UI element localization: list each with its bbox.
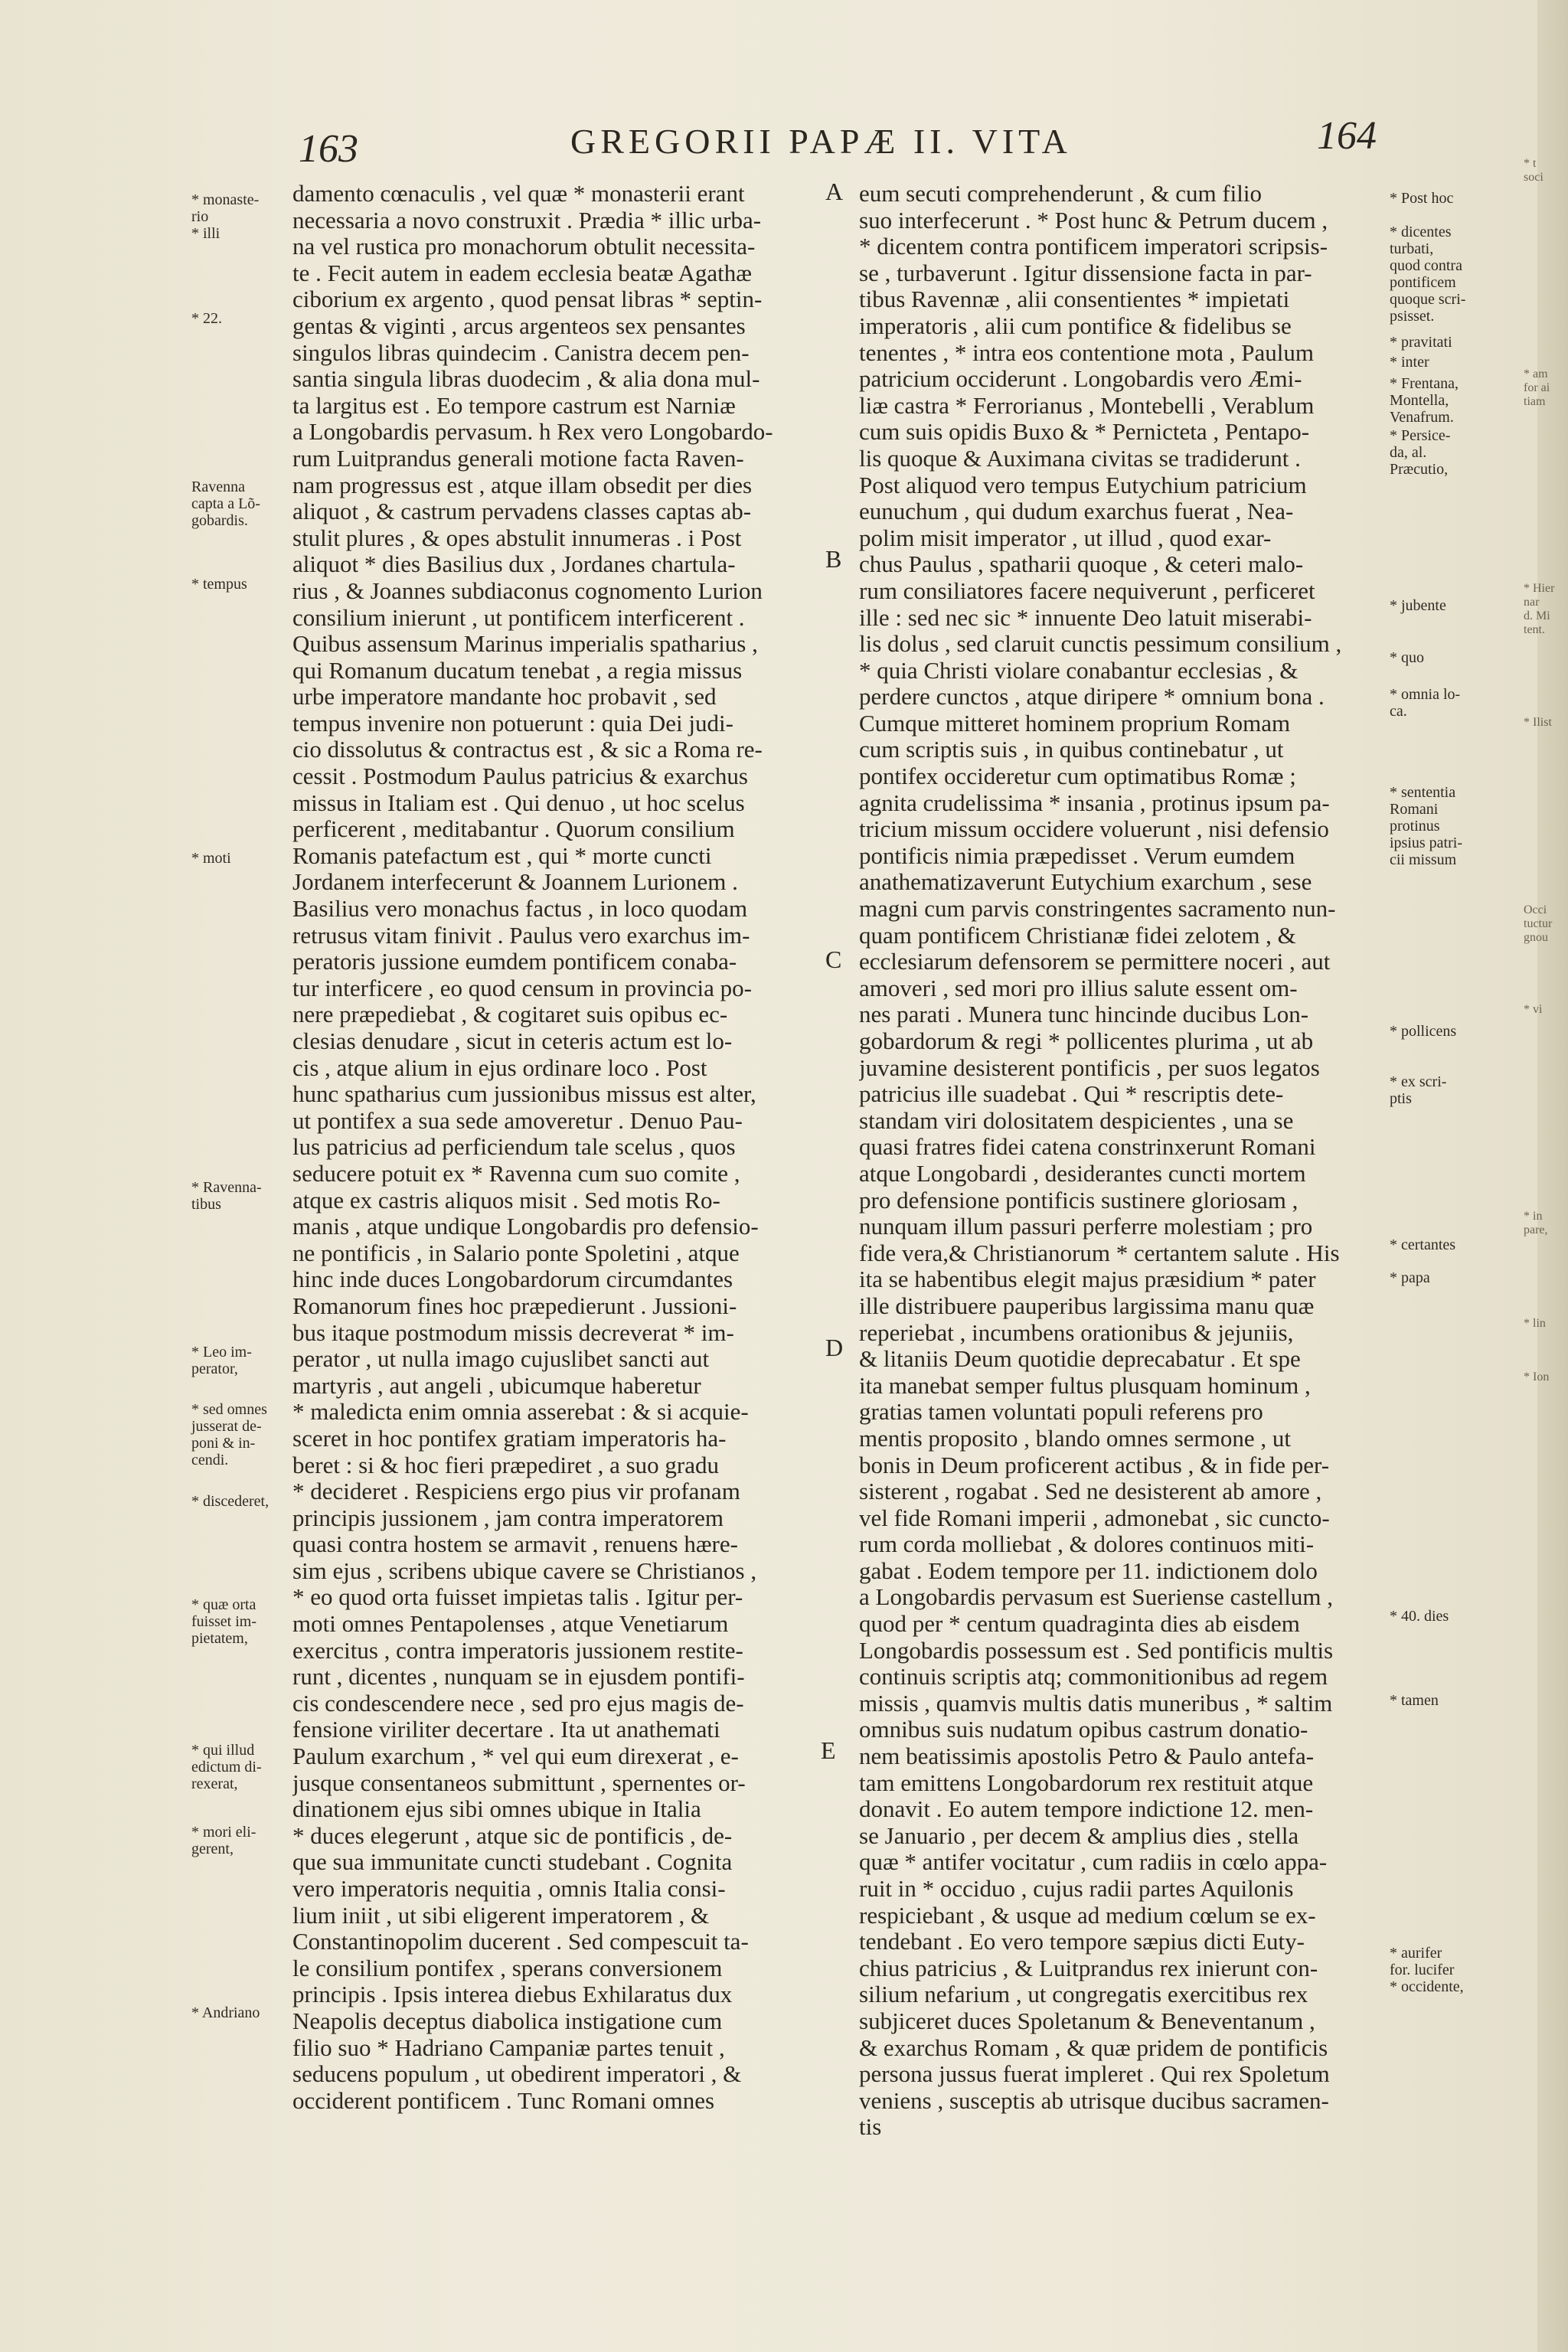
right-column-line: amoveri , sed mori pro illius salute essent om- <box>859 975 1298 1001</box>
margin-note-line: rio <box>191 208 209 225</box>
left-margin-note <box>191 191 259 242</box>
left-column-line: * duces elegerunt , atque sic de pontificis , de- <box>292 1822 733 1849</box>
left-column-line: aliquot * dies Basilius dux , Jordanes chartula- <box>292 551 736 578</box>
left-column-line: ta largitus est . Eo tempore castrum est Narniæ <box>292 392 736 419</box>
right-column-line: nes parati . Munera tunc hincinde ducibus Lon- <box>859 1001 1309 1028</box>
margin-note-line: * tempus <box>191 576 247 593</box>
left-column-line: perficerent , meditabantur . Quorum consilium <box>292 816 735 843</box>
left-column-line: principis . Ipsis interea diebus Exhilaratus dux <box>292 1981 733 2008</box>
right-column-line: agnita crudelissima * insania , protinus ipsum pa- <box>859 789 1330 816</box>
edge-fragment <box>1524 716 1552 730</box>
right-column-line: gabat . Eodem tempore per 11. indictionem dolo <box>859 1557 1318 1584</box>
margin-note-line: * occidente, <box>1390 1978 1464 1995</box>
left-column-line: Paulum exarchum , * vel qui eum direxerat , e- <box>292 1743 739 1770</box>
running-title: GREGORII PAPÆ II. VITA <box>570 122 1072 161</box>
right-column-line: imperatoris , alii cum pontifice & fidelibus se <box>859 312 1292 339</box>
left-column-line: hunc spatharius cum jussionibus missus est alter, <box>292 1081 756 1108</box>
left-margin-note <box>191 1493 269 1510</box>
margin-note-line: * omnia lo- <box>1390 686 1461 703</box>
left-column-line: filio suo * Hadriano Campaniæ partes tenuit , <box>292 2034 725 2061</box>
left-column-line: Romanis patefactum est , qui * morte cuncti <box>292 842 712 869</box>
margin-note-line: * Andriano <box>191 2004 260 2021</box>
edge-fragment-line: * vi <box>1524 1003 1543 1016</box>
left-column-line: runt , dicentes , nunquam se in ejusdem pontifi- <box>292 1664 745 1690</box>
right-column-line: Cumque mitteret hominem proprium Romam <box>859 710 1291 737</box>
left-margin-note <box>191 2004 260 2021</box>
right-margin-note <box>1390 354 1429 371</box>
left-margin-note <box>191 1596 256 1647</box>
edge-fragment-line: Occi <box>1524 903 1547 916</box>
margin-note-line: quoque scri- <box>1390 291 1466 308</box>
left-column-line: missus in Italiam est . Qui denuo , ut hoc scelus <box>292 789 745 816</box>
edge-fragment-line: tent. <box>1524 623 1545 636</box>
left-column-line: peratoris jussione eumdem pontificem conaba- <box>292 949 737 975</box>
left-column-line: necessaria a novo construxit . Prædia * illic urba- <box>292 207 762 234</box>
margin-note-line: * 40. dies <box>1390 1608 1449 1625</box>
edge-fragment-line: * t <box>1524 157 1537 170</box>
edge-fragment-line: * am <box>1524 368 1548 381</box>
left-margin-note <box>191 850 231 867</box>
right-text-column <box>859 181 1380 2141</box>
margin-note-line: ipsius patri- <box>1390 835 1462 851</box>
left-margin-note <box>191 1401 267 1468</box>
right-column-line: patricium occiderunt . Longobardis vero Æmi- <box>859 366 1302 393</box>
margin-note-line: * aurifer <box>1390 1945 1442 1962</box>
left-column-line: tempus invenire non potuerunt : quia Dei judi- <box>292 710 733 737</box>
left-column-line: * decideret . Respiciens ergo pius vir profanam <box>292 1478 740 1505</box>
right-column-line: eum secuti comprehenderunt , & cum filio <box>859 181 1262 207</box>
margin-note-line: * pravitati <box>1390 334 1452 351</box>
margin-note-line: * certantes <box>1390 1236 1456 1253</box>
left-column-line: lus patricius ad perficiendum tale scelus , quos <box>292 1134 736 1161</box>
margin-note-line: ptis <box>1390 1090 1412 1107</box>
left-column-line: vero imperatoris nequitia , omnis Italia consi- <box>292 1876 726 1902</box>
right-column-line: donavit . Eo autem tempore indictione 12. men- <box>859 1796 1314 1823</box>
right-margin-note <box>1390 686 1460 720</box>
margin-note-line: psisset. <box>1390 308 1435 325</box>
left-margin-note <box>191 1344 252 1377</box>
right-column-line: quæ * antifer vocitatur , cum radiis in cœlo appa- <box>859 1849 1328 1876</box>
margin-note-line: perator, <box>191 1361 238 1377</box>
edge-fragment <box>1524 903 1552 945</box>
right-column-line: anathematizaverunt Eutychium exarchum , sese <box>859 869 1312 896</box>
right-margin-note <box>1390 784 1462 868</box>
right-column-line: gobardorum & regi * pollicentes plurima , ut ab <box>859 1028 1314 1054</box>
right-margin-note <box>1390 224 1465 325</box>
left-column-line: singulos libras quindecim . Canistra decem pen- <box>292 339 750 366</box>
left-column-line: perator , ut nulla imago cujuslibet sancti aut <box>292 1346 710 1373</box>
left-column-line: sim ejus , scribens ubique cavere se Christianos , <box>292 1557 757 1584</box>
edge-fragment-line: * Hier <box>1524 582 1555 595</box>
right-column-line: Longobardis possessum est . Sed pontificis multis <box>859 1637 1334 1664</box>
page-number-left: 163 <box>299 127 358 171</box>
margin-note-line: * Post hoc <box>1390 190 1454 207</box>
margin-note-line: * monaste- <box>191 191 260 208</box>
left-text-column <box>292 181 835 2114</box>
edge-fragment <box>1524 1317 1546 1331</box>
left-column-line: quasi contra hostem se armavit , renuens hære- <box>292 1531 738 1558</box>
left-column-line: rius , & Joannes subdiaconus cognomento Lurion <box>292 577 763 604</box>
left-column-line: ut pontifex a sua sede amoveretur . Denuo Pau- <box>292 1107 743 1134</box>
left-column-line: * maledicta enim omnia asserebat : & si acquie- <box>292 1399 749 1426</box>
margin-note-line: * dicentes <box>1390 224 1452 240</box>
edge-fragment-line: pare, <box>1524 1223 1548 1236</box>
right-margin-note <box>1390 375 1459 426</box>
left-column-line: atque ex castris aliquos misit . Sed motis Ro- <box>292 1187 720 1214</box>
margin-note-line: cendi. <box>191 1452 229 1468</box>
edge-fragment-line: tiam <box>1524 395 1546 408</box>
right-column-line: eunuchum , qui dudum exarchus fuerat , Nea- <box>859 498 1294 525</box>
edge-fragment-line: * in <box>1524 1210 1543 1223</box>
margin-note-line: * quæ orta <box>191 1596 256 1613</box>
margin-note-line: rexerat, <box>191 1775 238 1792</box>
right-column-line: lis quoque & Auximana civitas se tradiderunt . <box>859 445 1301 472</box>
margin-note-line: pontificem <box>1390 274 1456 291</box>
right-column-line: quam pontificem Christianæ fidei zelotem , & <box>859 922 1296 949</box>
right-column-line: * dicentem contra pontificem imperatori scripsis- <box>859 234 1328 260</box>
right-column-line: atque Longobardi , desiderantes cuncti mortem <box>859 1160 1306 1187</box>
right-column-line: tricium missum occidere voluerunt , nisi defensio <box>859 816 1329 843</box>
left-column-line: Basilius vero monachus factus , in loco quodam <box>292 896 748 923</box>
left-column-line: dinationem ejus sibi omnes ubique in Italia <box>292 1796 701 1823</box>
margin-note-line: * sententia <box>1390 784 1456 801</box>
left-column-line: rum Luitprandus generali motione facta Raven- <box>292 445 744 472</box>
right-column-line: tenentes , * intra eos contentione mota , Paulum <box>859 339 1315 366</box>
left-margin-note <box>191 576 247 593</box>
right-column-line: perdere cunctos , atque diripere * omnium bona . <box>859 684 1325 710</box>
edge-fragment-line: d. Mi <box>1524 609 1550 622</box>
left-column-line: te . Fecit autem in eadem ecclesia beatæ Agathæ <box>292 260 752 286</box>
margin-note-line: * ex scri- <box>1390 1073 1447 1090</box>
right-column-line: quod per * centum quadraginta dies ab eisdem <box>859 1611 1300 1638</box>
section-letter: E <box>821 1736 836 1764</box>
left-margin-note <box>191 1179 262 1213</box>
right-column-line: Post aliquod vero tempus Eutychium patricium <box>859 472 1307 498</box>
right-column-line: reperiebat , incumbens orationibus & jejuniis, <box>859 1319 1294 1346</box>
left-column-line: sceret in hoc pontifex gratiam imperatoris ha- <box>292 1425 727 1452</box>
left-column-line: nam progressus est , atque illam obsedit per dies <box>292 472 753 498</box>
left-column-line: principis jussionem , jam contra imperatorem <box>292 1504 724 1531</box>
right-column-line: magni cum parvis constringentes sacramento nun- <box>859 896 1336 923</box>
right-column-line: chius patricius , & Luitprandus rex inierunt con- <box>859 1955 1318 1981</box>
right-column-line: respiciebant , & usque ad medium cœlum se ex- <box>859 1902 1316 1929</box>
edge-fragment <box>1524 1370 1549 1384</box>
margin-note-line: * 22. <box>191 310 222 327</box>
left-column-line: bus itaque postmodum missis decreverat * im- <box>292 1319 734 1346</box>
right-margin-note <box>1390 1608 1449 1625</box>
section-letter: B <box>825 545 842 573</box>
edge-fragment <box>1524 1003 1542 1017</box>
right-column-line: missis , quamvis multis datis muneribus , * saltim <box>859 1690 1333 1717</box>
left-column-line: Quibus assensum Marinus imperialis spatharius , <box>292 631 758 658</box>
right-column-line: se Januario , per decem & amplius dies , stella <box>859 1822 1299 1849</box>
left-column-line: Constantinopolim ducerent . Sed compescuit ta- <box>292 1929 749 1955</box>
left-column-line: a Longobardis pervasum. h Rex vero Longobardo- <box>292 419 773 446</box>
left-column-line: hinc inde duces Longobardorum circumdantes <box>292 1266 733 1293</box>
edge-fragment-line: nar <box>1524 596 1540 609</box>
left-column-line: aliquot , & castrum pervadens classes captas ab- <box>292 498 752 525</box>
right-column-line: standam viri dolositatem despicientes , una se <box>859 1107 1294 1134</box>
left-column-line: fensione viriliter decertare . Ita ut anathemati <box>292 1717 720 1743</box>
left-margin-note <box>191 310 222 327</box>
margin-note-line: * Leo im- <box>191 1344 252 1361</box>
margin-note-line: * papa <box>1390 1269 1430 1286</box>
left-column-line: * eo quod orta fuisset impietas talis . Igitur per- <box>292 1584 743 1611</box>
left-margin-note <box>191 479 260 529</box>
right-column-line: cum suis opidis Buxo & * Pernicteta , Pentapo- <box>859 419 1310 446</box>
right-margin-note <box>1390 190 1453 207</box>
left-margin-note <box>191 1742 262 1792</box>
left-column-line: jusque consentaneos submittunt , spernentes or- <box>292 1769 746 1796</box>
right-column-line: lis dolus , sed claruit cunctis pessimum consilium , <box>859 631 1342 658</box>
margin-note-line: * pollicens <box>1390 1023 1457 1040</box>
left-margin-note <box>191 1824 256 1857</box>
left-column-line: Neapolis deceptus diabolica instigatione cum <box>292 2007 723 2034</box>
left-column-line: cis condescendere nece , sed pro ejus magis de- <box>292 1690 744 1717</box>
section-letter: C <box>825 946 842 973</box>
left-column-line: martyris , aut angeli , ubicumque haberetur <box>292 1372 701 1399</box>
right-column-line: polim misit imperator , ut illud , quod exar- <box>859 524 1272 551</box>
left-column-line: qui Romanum ducatum tenebat , a regia missus <box>292 657 743 684</box>
left-column-line: occiderent pontificem . Tunc Romani omnes <box>292 2087 715 2114</box>
margin-note-line: quod contra <box>1390 257 1462 274</box>
right-column-line: se , turbaverunt . Igitur dissensione facta in par- <box>859 260 1312 286</box>
edge-fragment <box>1524 157 1544 185</box>
right-column-line: a Longobardis pervasum est Sueriense castellum , <box>859 1584 1333 1611</box>
left-column-line: santia singula libras duodecim , & alia dona mul- <box>292 366 760 393</box>
left-column-line: seducere potuit ex * Ravenna cum suo comite , <box>292 1160 740 1187</box>
margin-note-line: * Persice- <box>1390 427 1451 444</box>
right-column-line: ita manebat semper fultus plusquam hominum , <box>859 1372 1311 1399</box>
margin-note-line: * qui illud <box>191 1742 255 1759</box>
right-column-line: bonis in Deum proficerent actibus , & in fide per- <box>859 1452 1330 1478</box>
right-margin-note <box>1390 649 1424 666</box>
margin-note-line: Ravenna <box>191 479 245 495</box>
margin-note-line: da, al. <box>1390 444 1427 461</box>
right-margin-note <box>1390 427 1450 478</box>
left-column-line: urbe imperatore mandante hoc probavit , sed <box>292 684 717 710</box>
margin-note-line: * mori eli- <box>191 1824 256 1841</box>
edge-fragment <box>1524 368 1550 409</box>
left-column-line: clesias denudare , sicut in ceteris actum est lo- <box>292 1028 733 1054</box>
left-column-line: cio dissolutus & contractus est , & sic a Roma re- <box>292 737 763 763</box>
margin-note-line: * quo <box>1390 649 1424 666</box>
margin-note-line: gerent, <box>191 1841 234 1857</box>
right-margin-note <box>1390 1073 1446 1107</box>
edge-fragment-line: * Ion <box>1524 1370 1550 1383</box>
margin-note-line: * Ravenna- <box>191 1179 262 1196</box>
left-column-line: beret : si & hoc fieri præpediret , a suo gradu <box>292 1452 719 1478</box>
margin-note-line: protinus <box>1390 818 1440 835</box>
right-margin-note <box>1390 1023 1456 1040</box>
margin-note-line: capta a Lõ- <box>191 495 260 512</box>
right-column-line: pontifex occideretur cum optimatibus Romæ ; <box>859 763 1296 790</box>
left-column-line: damento cœnaculis , vel quæ * monasterii erant <box>292 181 745 207</box>
section-letter: A <box>825 178 844 205</box>
right-column-line: tibus Ravennæ , alii consentientes * impietati <box>859 286 1290 313</box>
right-margin-note <box>1390 1945 1464 1995</box>
right-column-line: vel fide Romani imperii , admonebat , sic cuncto- <box>859 1504 1330 1531</box>
right-column-line: sisterent , rogabat . Sed ne desisterent ab amore , <box>859 1478 1322 1505</box>
section-letter: D <box>825 1334 844 1361</box>
left-column-line: manis , atque undique Longobardis pro defensio- <box>292 1214 759 1240</box>
margin-note-line: * moti <box>191 850 231 867</box>
edge-fragment-line: tuctur <box>1524 917 1553 930</box>
margin-note-line: fuisset im- <box>191 1613 256 1630</box>
right-column-line: ille distribuere pauperibus largissima manu quæ <box>859 1292 1315 1319</box>
edge-fragment-line: * lin <box>1524 1317 1546 1330</box>
margin-note-line: pietatem, <box>191 1630 248 1647</box>
left-column-line: ne pontificis , in Salario ponte Spoletini , atque <box>292 1240 740 1266</box>
left-column-line: nere præpediebat , & cogitaret suis opibus ec- <box>292 1001 728 1028</box>
right-margin-note <box>1390 1692 1439 1709</box>
edge-fragment-line: soci <box>1524 171 1544 184</box>
margin-note-line: tibus <box>191 1196 221 1213</box>
left-column-line: stulit plures , & opes abstulit innumeras . i Post <box>292 524 742 551</box>
left-column-line: le consilium pontifex , sperans conversionem <box>292 1955 723 1981</box>
right-margin-note <box>1390 597 1446 614</box>
right-column-line: ruit in * occiduo , cujus radii partes Aquilonis <box>859 1876 1294 1902</box>
left-column-line: exercitus , contra imperatoris jussionem restite- <box>292 1637 743 1664</box>
next-page-edge <box>1537 0 1568 2352</box>
right-column-line: omnibus suis nudatum opibus castrum donatio- <box>859 1717 1308 1743</box>
margin-note-line: cii missum <box>1390 851 1457 868</box>
margin-note-line: * Frentana, <box>1390 375 1459 392</box>
right-column-line: * quia Christi violare conabantur ecclesias , & <box>859 657 1298 684</box>
margin-note-line: Montella, <box>1390 392 1449 409</box>
left-column-line: gentas & viginti , arcus argenteos sex pensantes <box>292 312 746 339</box>
right-column-line: & litaniis Deum quotidie deprecabatur . Et spe <box>859 1346 1301 1373</box>
margin-note-line: * inter <box>1390 354 1429 371</box>
margin-note-line: turbati, <box>1390 240 1434 257</box>
page-number-right: 164 <box>1317 114 1377 158</box>
right-column-line: & exarchus Romam , & quæ pridem de pontificis <box>859 2034 1328 2061</box>
right-column-line: pontificis nimia præpedisset . Verum eumdem <box>859 842 1295 869</box>
right-margin-note <box>1390 334 1452 351</box>
right-column-line: suo interfecerunt . * Post hunc & Petrum ducem , <box>859 207 1328 234</box>
right-column-line: nunquam illum passuri perferre molestiam ; pro <box>859 1214 1313 1240</box>
margin-note-line: Romani <box>1390 801 1439 818</box>
right-column-line: tendebant . Eo vero tempore sæpius dicti Euty- <box>859 1929 1305 1955</box>
left-column-line: lium iniit , ut sibi eligerent imperatorem , & <box>292 1902 710 1929</box>
edge-fragment <box>1524 1210 1548 1237</box>
left-column-line: seducens populum , ut obedirent imperatori , & <box>292 2061 742 2088</box>
right-column-line: quasi fratres fidei catena constrinxerunt Romani <box>859 1134 1316 1161</box>
right-column-line: ecclesiarum defensorem se permittere noceri , aut <box>859 949 1331 975</box>
margin-note-line: Venafrum. <box>1390 409 1454 426</box>
right-column-line: cum scriptis suis , in quibus continebatur , ut <box>859 737 1284 763</box>
right-column-line: fide vera,& Christianorum * certantem salute . His <box>859 1240 1340 1266</box>
margin-note-line: edictum di- <box>191 1759 262 1775</box>
right-column-line: chus Paulus , spatharii quoque , & ceteri malo- <box>859 551 1304 578</box>
right-column-line: liæ castra * Ferrorianus , Montebelli , Verablum <box>859 392 1315 419</box>
right-column-line: subjiceret duces Spoletanum & Beneventanum , <box>859 2007 1315 2034</box>
right-column-line: silium nefarium , ut congregatis exercitibus rex <box>859 1981 1308 2008</box>
right-column-line: gratias tamen voluntati populi referens pro <box>859 1399 1263 1426</box>
right-column-line: patricius ille suadebat . Qui * rescriptis dete- <box>859 1081 1284 1108</box>
margin-note-line: * discederet, <box>191 1493 270 1510</box>
margin-note-line: for. lucifer <box>1390 1962 1455 1978</box>
left-column-line: Jordanem interfecerunt & Joannem Lurionem . <box>292 869 738 896</box>
margin-note-line: jusserat de- <box>191 1418 262 1435</box>
left-column-line: Romanorum fines hoc præpedierunt . Jussioni- <box>292 1292 737 1319</box>
right-column-line: tis <box>859 2114 882 2141</box>
right-column-line: juvamine desisterent pontificis , per suos legatos <box>859 1054 1320 1081</box>
left-column-line: tur interficere , eo quod censum in provincia po- <box>292 975 752 1001</box>
edge-fragment-line: for ai <box>1524 381 1550 394</box>
right-column-line: ita se habentibus elegit majus præsidium * pater <box>859 1266 1316 1293</box>
edge-fragment-line: gnou <box>1524 931 1548 944</box>
left-column-line: cessit . Postmodum Paulus patricius & exarchus <box>292 763 748 790</box>
right-column-line: veniens , susceptis ab utrisque ducibus sacramen- <box>859 2087 1329 2114</box>
left-column-line: consilium inierunt , ut pontificem interficerent . <box>292 604 745 631</box>
right-column-line: ille : sed nec sic * innuente Deo latuit miserabi- <box>859 604 1312 631</box>
right-column-line: rum consiliatores facere nequiverunt , perficeret <box>859 577 1315 604</box>
edge-fragment <box>1524 582 1554 637</box>
margin-note-line: * sed omnes <box>191 1401 267 1418</box>
right-column-line: tam emittens Longobardorum rex restituit atque <box>859 1769 1314 1796</box>
margin-note-line: ca. <box>1390 703 1407 720</box>
margin-note-line: * illi <box>191 225 220 242</box>
right-column-line: mentis proposito , blando omnes sermone , ut <box>859 1425 1291 1452</box>
margin-note-line: Præcutio, <box>1390 461 1449 478</box>
right-margin-note <box>1390 1236 1455 1253</box>
left-column-line: ciborium ex argento , quod pensat libras * septin- <box>292 286 763 313</box>
right-column-line: pro defensione pontificis sustinere gloriosam , <box>859 1187 1298 1214</box>
left-column-line: moti omnes Pentapolenses , atque Venetiarum <box>292 1611 729 1638</box>
left-column-line: na vel rustica pro monachorum obtulit necessita- <box>292 234 756 260</box>
margin-note-line: * tamen <box>1390 1692 1439 1709</box>
margin-note-line: * jubente <box>1390 597 1446 614</box>
right-column-line: nem beatissimis apostolis Petro & Paulo antefa- <box>859 1743 1315 1770</box>
right-column-line: continuis scriptis atq; commonitionibus ad regem <box>859 1664 1328 1690</box>
right-column-line: rum corda molliebat , & dolores continuos miti- <box>859 1531 1315 1558</box>
edge-fragment-line: * Ilist <box>1524 716 1552 729</box>
right-column-line: persona jussus fuerat impleret . Qui rex Spoletum <box>859 2061 1330 2088</box>
margin-note-line: poni & in- <box>191 1435 256 1452</box>
left-column-line: retrusus vitam finivit . Paulus vero exarchus im- <box>292 922 750 949</box>
margin-note-line: gobardis. <box>191 512 248 529</box>
left-column-line: que sua immunitate cuncti studebant . Cognita <box>292 1849 733 1876</box>
right-margin-note <box>1390 1269 1430 1286</box>
left-column-line: cis , atque alium in ejus ordinare loco . Post <box>292 1054 707 1081</box>
